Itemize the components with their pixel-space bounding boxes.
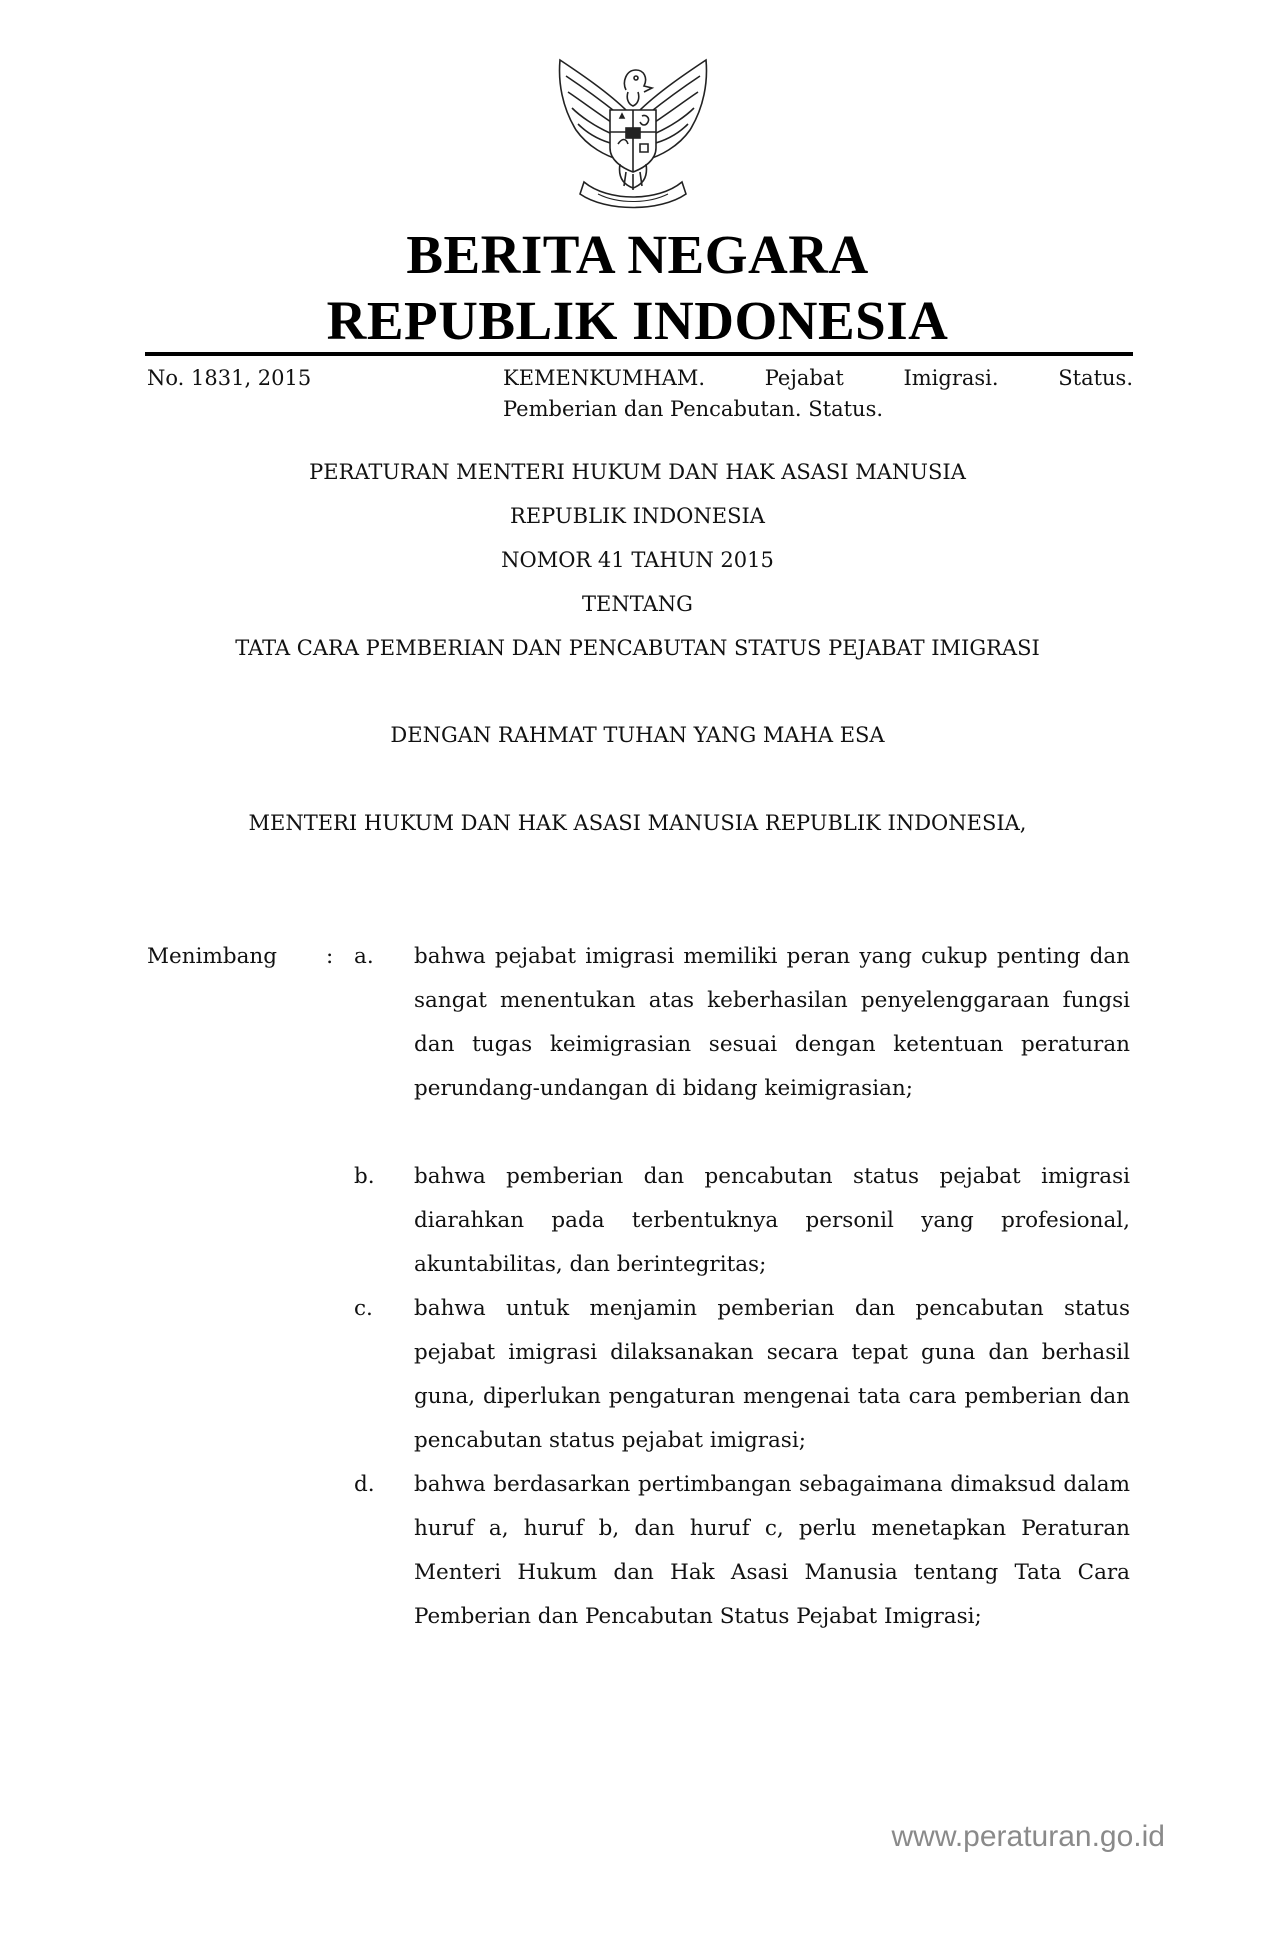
minister-line: MENTERI HUKUM DAN HAK ASASI MANUSIA REPUBLIK INDONESIA, xyxy=(248,811,1027,835)
regulation-number: NOMOR 41 TAHUN 2015 xyxy=(501,548,774,572)
regulation-title-line1: PERATURAN MENTERI HUKUM DAN HAK ASASI MANUSIA xyxy=(309,460,966,484)
considering-item-text: bahwa berdasarkan pertimbangan sebagaimana dimaksud dalam huruf a, huruf b, dan huruf c, perlu menetapkan Peraturan Menteri Hukum dan Hak Asasi Manusia tentang Tata Cara Pemberian dan Pencabutan Status Pejabat Imigrasi; xyxy=(414,1472,1130,1629)
regulation-subject: TATA CARA PEMBERIAN DAN PENCABUTAN STATUS PEJABAT IMIGRASI xyxy=(235,636,1040,660)
gazette-subject-line2: Pemberian dan Pencabutan. Status. xyxy=(503,397,884,421)
gazette-subject-line1: KEMENKUMHAM. Pejabat Imigrasi. Status. xyxy=(503,366,1133,390)
regulation-title-line2: REPUBLIK INDONESIA xyxy=(510,504,765,528)
considering-colon: : xyxy=(326,944,334,969)
considering-item-letter: c. xyxy=(354,1296,373,1321)
considering-item-text: bahwa pejabat imigrasi memiliki peran yang cukup penting dan sangat menentukan atas keberhasilan penyelenggaraan fungsi dan tugas keimigrasian sesuai dengan ketentuan peraturan perundang-undangan di bidang keimigrasian; xyxy=(414,944,1130,1101)
considering-item-letter: a. xyxy=(354,944,374,969)
gazette-title-line1: BERITA NEGARA xyxy=(406,224,869,285)
header-divider xyxy=(145,352,1133,356)
regulation-about-label: TENTANG xyxy=(582,592,693,616)
considering-item-letter: b. xyxy=(354,1164,375,1189)
gazette-title-line2: REPUBLIK INDONESIA xyxy=(326,290,949,351)
gazette-number: No. 1831, 2015 xyxy=(147,366,312,390)
considering-label: Menimbang xyxy=(147,944,278,969)
source-watermark: www.peraturan.go.id xyxy=(891,1820,1165,1853)
blessing-line: DENGAN RAHMAT TUHAN YANG MAHA ESA xyxy=(390,723,885,747)
garuda-emblem-icon xyxy=(548,52,718,212)
considering-item-text: bahwa untuk menjamin pemberian dan pencabutan status pejabat imigrasi dilaksanakan secara tepat guna dan berhasil guna, diperlukan pengaturan mengenai tata cara pemberian dan pencabutan status pejabat imigrasi; xyxy=(414,1296,1130,1453)
considering-item-text: bahwa pemberian dan pencabutan status pejabat imigrasi diarahkan pada terbentuknya personil yang profesional, akuntabilitas, dan berintegritas; xyxy=(414,1164,1130,1277)
considering-item-letter: d. xyxy=(354,1472,375,1497)
